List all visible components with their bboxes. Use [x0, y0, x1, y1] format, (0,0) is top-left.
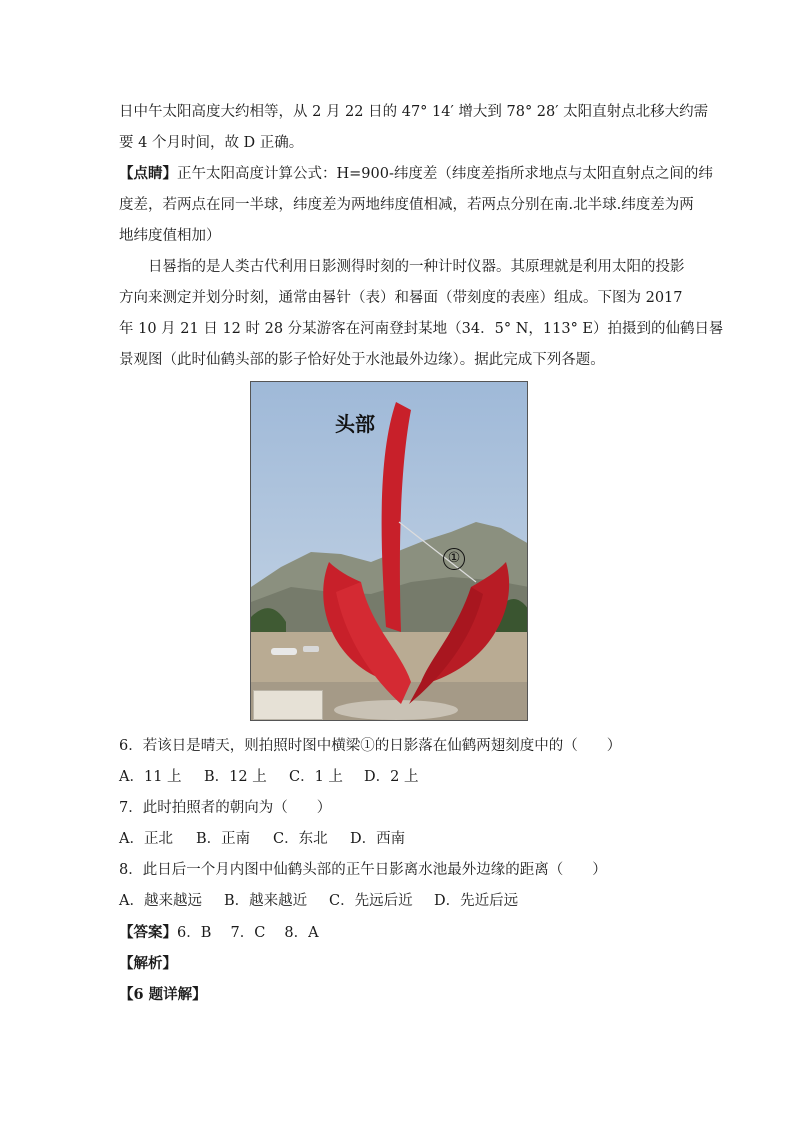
- answer-text: 6．B 7．C 8．A: [177, 925, 319, 941]
- option-a: A．11 上: [119, 769, 182, 785]
- option-c: C．1 上: [289, 769, 343, 785]
- tip-text: 正午太阳高度计算公式：H=900-纬度差（纬度差指所求地点与太阳直射点之间的纬: [177, 166, 713, 182]
- car: [271, 648, 297, 655]
- base-pedestal: [334, 700, 458, 720]
- info-sign: [253, 690, 323, 720]
- detail-tag: 【6 题详解】: [119, 986, 207, 1003]
- option-d: D．2 上: [364, 769, 419, 785]
- beam-one-label: ①: [443, 548, 465, 570]
- head-label: 头部: [335, 412, 375, 436]
- option-c: C．先远后近: [329, 893, 413, 909]
- intro-line: 日晷指的是人类古代利用日影测得时刻的一种计时仪器。其原理就是利用太阳的投影: [148, 259, 685, 275]
- paragraph-line: 日中午太阳高度大约相等，从 2 月 22 日的 47° 14′ 增大到 78° 28′ 太阳直射点北移大约需: [119, 104, 709, 120]
- option-b: B．12 上: [204, 769, 267, 785]
- option-b: B．越来越近: [224, 893, 308, 909]
- intro-line: 方向来测定并划分时刻，通常由晷针（表）和晷面（带刻度的表座）组成。下图为 2017: [119, 290, 683, 306]
- analysis-tag: 【解析】: [119, 955, 177, 972]
- intro-line: 景观图（此时仙鹤头部的影子恰好处于水池最外边缘）。据此完成下列各题。: [119, 352, 605, 368]
- option-a: A．正北: [119, 831, 173, 847]
- question-options: [119, 829, 679, 849]
- answer-tag: 【答案】: [119, 924, 177, 941]
- question-stem: 7．此时拍照者的朝向为（ ）: [119, 800, 332, 816]
- tip-line: [119, 164, 713, 184]
- intro-line: 年 10 月 21 日 12 时 28 分某游客在河南登封某地（34．5° N，113° E）拍摄到的仙鹤日晷: [119, 321, 724, 337]
- option-d: D．先近后远: [434, 893, 519, 909]
- tip-tag: 【点睛】: [119, 165, 177, 182]
- option-c: C．东北: [273, 831, 328, 847]
- photo-illustration: [251, 382, 528, 721]
- option-d: D．西南: [350, 831, 406, 847]
- question-stem: 6．若该日是晴天，则拍照时图中横梁①的日影落在仙鹤两翅刻度中的（ ）: [119, 738, 622, 754]
- answer-line: [119, 923, 679, 943]
- car: [303, 646, 319, 652]
- paragraph-line: 要 4 个月时间，故 D 正确。: [119, 135, 304, 151]
- question-stem: 8．此日后一个月内图中仙鹤头部的正午日影离水池最外边缘的距离（ ）: [119, 862, 607, 878]
- tip-line: 度差，若两点在同一半球，纬度差为两地纬度值相减，若两点分别在南.北半球.纬度差为两: [119, 197, 694, 213]
- question-options: [119, 891, 679, 911]
- tip-line: 地纬度值相加）: [119, 228, 221, 244]
- option-a: A．越来越远: [119, 893, 202, 909]
- option-b: B．正南: [196, 831, 251, 847]
- question-options: [119, 767, 679, 787]
- crane-sundial-photo: [250, 381, 528, 721]
